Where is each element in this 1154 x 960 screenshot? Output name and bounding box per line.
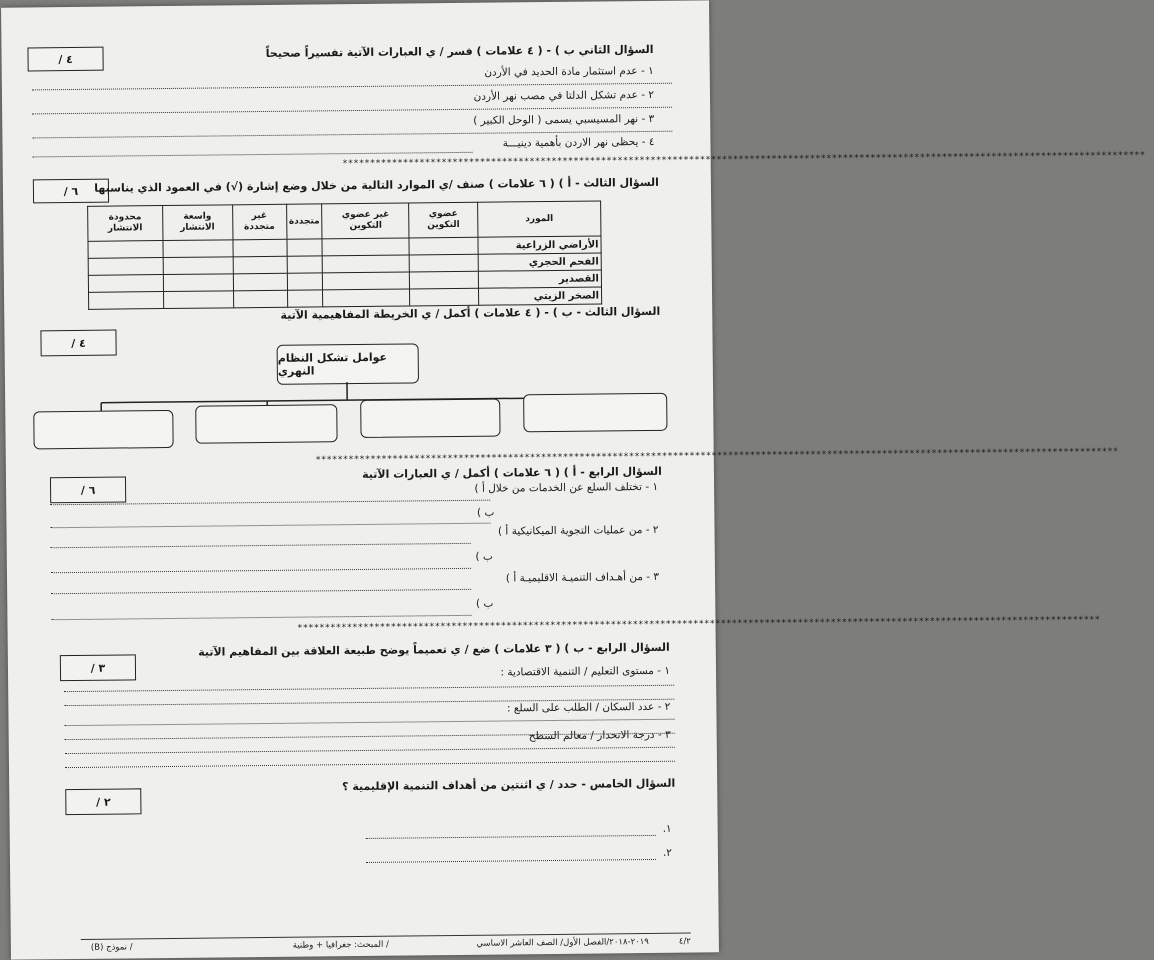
resource-cell: الأراضي الزراعية <box>478 236 601 254</box>
question-title-q5: السؤال الخامس - حدد / ي اثنتين من أهداف التنمية الإقليمية ؟ <box>342 776 676 794</box>
q4a-item-2: ٢ - من عمليات التجوية الميكانيكية أ ) <box>497 523 659 538</box>
footer-subject: / المبحث: جغرافيا + وطنية <box>292 939 389 951</box>
concept-map-blank-box[interactable] <box>195 404 337 443</box>
answer-line[interactable] <box>51 615 471 620</box>
answer-line[interactable] <box>51 568 471 573</box>
resource-cell: الصخر الزيتي <box>478 287 601 305</box>
resource-cell: القصدير <box>478 270 601 288</box>
table-header: غير متجددة <box>232 204 286 240</box>
concept-map-connectors <box>1 0 1146 427</box>
score-box-q4b: / ٣ <box>60 654 136 681</box>
q4b-item-2: ٢ - عدد السكان / الطلب على السلع : <box>506 700 671 715</box>
q4a-item-1: ١ - تختلف السلع عن الخدمات من خلال أ ) <box>474 480 659 495</box>
q2b-item-4: ٤ - يحظى نهر الاردن بأهمية دينيـــة <box>502 135 655 150</box>
answer-line[interactable] <box>51 543 471 548</box>
q4a-item-2b: ب ) <box>475 550 493 563</box>
score-box-q3a: / ٦ <box>33 179 109 204</box>
table-header: المورد <box>478 201 601 237</box>
separator-stars: ************************************************************************************************************************************************** <box>315 447 1119 466</box>
answer-line[interactable] <box>65 719 675 726</box>
resource-cell: الفحم الحجري <box>478 253 601 271</box>
answer-line[interactable] <box>64 685 674 692</box>
answer-line[interactable] <box>51 589 471 594</box>
question-title-q2b: السؤال الثاني ب ) - ( ٤ علامات ) فسر / ي العبارات الآتية تفسيراً صحيحاً <box>265 42 654 60</box>
q2b-item-3: ٣ - نهر المسيسبي يسمى ( الوحل الكبير ) <box>473 112 655 127</box>
concept-map-blank-box[interactable] <box>33 410 173 449</box>
question-title-q3b: السؤال الثالث - ب ) - ( ٤ علامات ) أكمل / ي الخريطة المفاهيمية الآتية <box>280 304 661 322</box>
score-box-q2b: / ٤ <box>27 47 103 72</box>
answer-line[interactable] <box>65 761 675 768</box>
table-header: غير عضوي التكوين <box>322 203 409 239</box>
concept-map-blank-box[interactable] <box>523 393 667 433</box>
q4a-item-1b: ب ) <box>476 506 495 519</box>
question-title-q4b: السؤال الرابع - ب ) ( ٣ علامات ) ضع / ي تعميماً يوضح طبيعة العلاقة بين المفاهيم الآتية <box>198 640 670 659</box>
question-title-q4a: السؤال الرابع - أ ) ( ٦ علامات ) أكمل / ي العبارات الآتية <box>362 464 662 481</box>
score-box-q4a: / ٦ <box>50 476 126 503</box>
q2b-item-2: ٢ - عدم تشكل الدلتا في مصب نهر الأردن <box>473 88 655 103</box>
q4b-item-1: ١ - مستوى التعليم / التنمية الاقتصادية : <box>500 664 671 679</box>
separator-stars: ************************************************************************************************************************************************** <box>342 150 1146 170</box>
footer-exam-info: ٢٠١٩-٢٠١٨/الفصل الأول/ الصف العاشر الاساسي <box>476 937 649 949</box>
score-box-q3b: / ٤ <box>40 330 116 357</box>
separator-stars: ************************************************************************************************************************************************** <box>297 615 1101 634</box>
score-box-q5: / ٢ <box>65 788 141 815</box>
q5-item-2: ٢. <box>662 846 672 859</box>
answer-line[interactable] <box>366 859 656 863</box>
footer-page-number: ٤/٢ <box>678 936 691 947</box>
answer-line[interactable] <box>65 747 675 754</box>
q5-item-1: ١. <box>662 822 672 835</box>
table-header: واسعة الانتشار <box>162 205 232 241</box>
concept-map-blank-box[interactable] <box>360 399 500 438</box>
table-header: متجددة <box>286 204 322 239</box>
q4a-item-3: ٣ - من أهـداف التنميـة الاقليميـة أ ) <box>505 570 660 585</box>
concept-map-center: عوامل تشكل النظام النهري <box>277 343 419 384</box>
q4a-item-3b: ب ) <box>475 597 494 610</box>
table-header: محدودة الانتشار <box>88 206 163 242</box>
footer-model: / نموذج (B) <box>90 942 133 953</box>
table-header: عضوي التكوين <box>409 202 478 238</box>
exam-paper <box>1 0 1146 959</box>
answer-line[interactable] <box>50 523 490 529</box>
q2b-item-1: ١ - عدم استثمار مادة الحديد في الأردن <box>484 64 654 79</box>
q4b-item-3: ٣ - درجة الانحدار / معالم السطح <box>528 728 671 743</box>
answer-line[interactable] <box>366 835 656 839</box>
question-title-q3a: السؤال الثالث - أ ) ( ٦ علامات ) صنف /ي الموارد التالية من خلال وضع إشارة (√) في العمود الذي يناسبها <box>94 175 659 195</box>
